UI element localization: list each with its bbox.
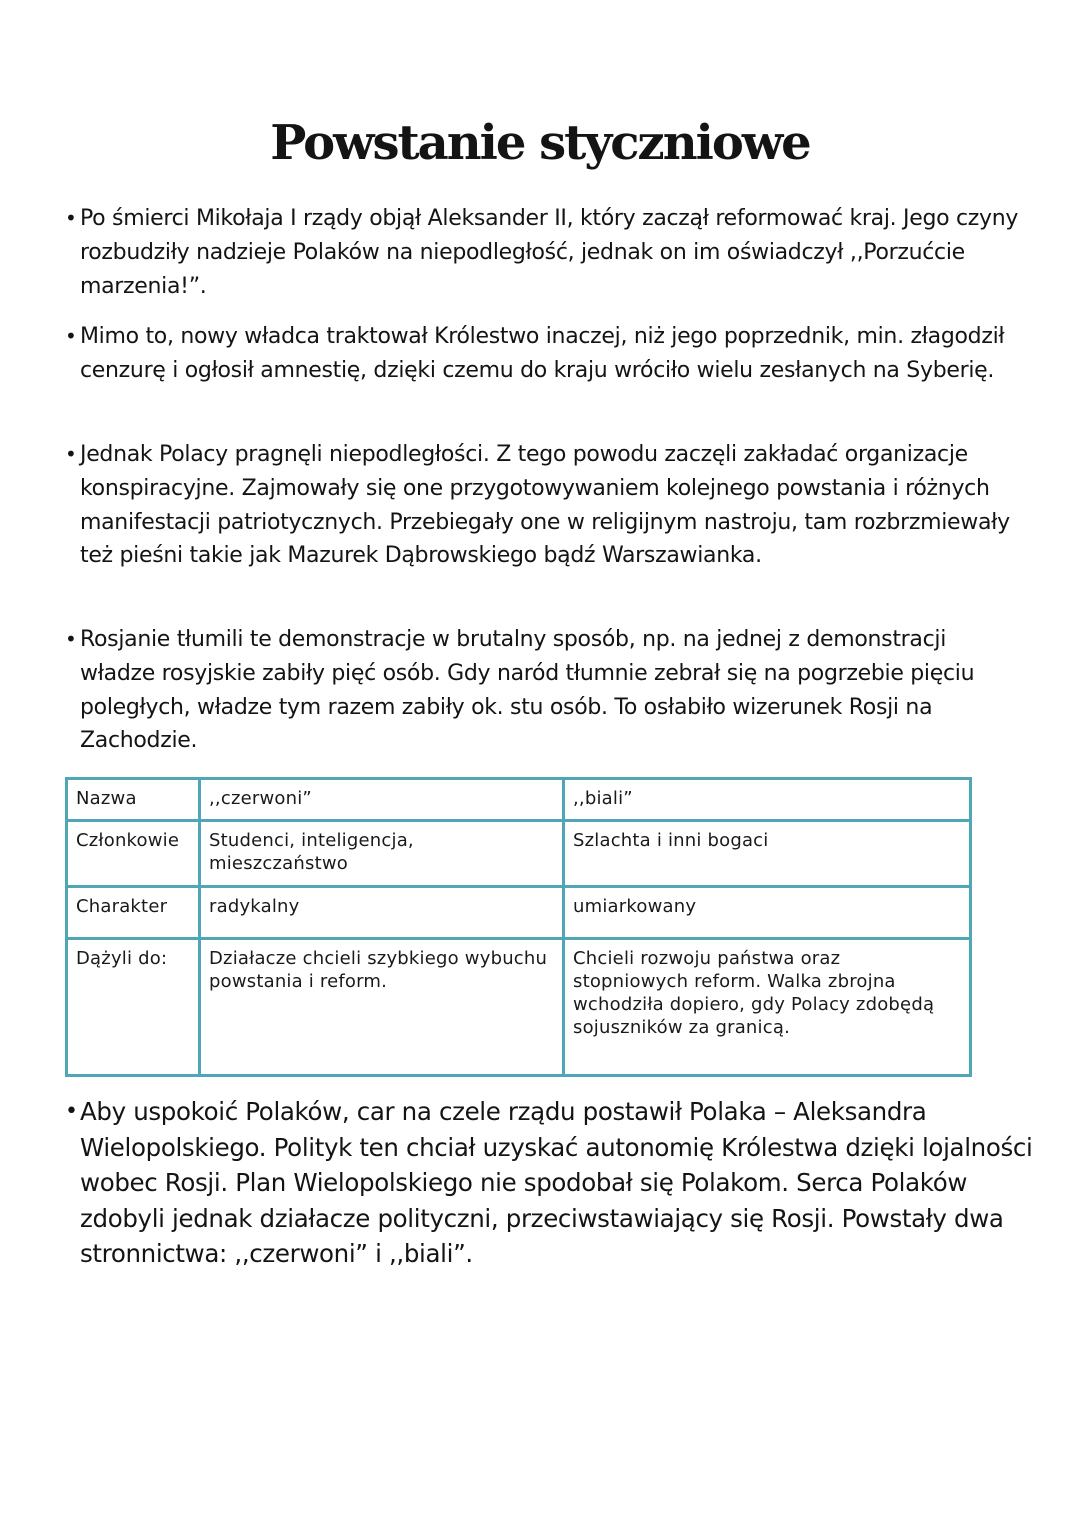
parties-comparison-table (65, 777, 972, 1077)
page-title: Powstanie styczniowe (270, 115, 810, 171)
bullet-paragraph (65, 320, 1025, 388)
bullet-paragraph (65, 623, 1025, 758)
table-cell: ,,biali” (564, 779, 971, 821)
table-cell: Charakter (67, 887, 200, 939)
table-cell: ,,czerwoni” (200, 779, 564, 821)
bullet-paragraph (65, 438, 1025, 573)
bullet-text: Jednak Polacy pragnęli niepodległości. Z tego powodu zaczęli zakładać organizacje konspiracyjne. Zajmowały się one przygotowywaniem kolejnego powstania i różnych manifestacji patriotycznych. Przebiegały one w religijnym nastroju, tam rozbrzmiewały też pieśni takie jak Mazurek Dąbrowskiego bądź Warszawianka. (80, 442, 1010, 569)
table-cell: Dążyli do: (67, 939, 200, 1076)
bullet-dot-icon: • (65, 627, 77, 651)
bullet-text: Mimo to, nowy władca traktował Królestwo inaczej, niż jego poprzednik, min. złagodził cenzurę i ogłosił amnestię, dzięki czemu do kraju wróciło wielu zesłanych na Syberię. (80, 324, 1005, 383)
table-cell: Członkowie (67, 821, 200, 887)
table-row (67, 821, 971, 887)
table-cell: Działacze chcieli szybkiego wybuchu powstania i reform. (200, 939, 564, 1076)
table-cell: Studenci, inteligencja, mieszczaństwo (200, 821, 564, 887)
bullet-text: Po śmierci Mikołaja I rządy objął Aleksander II, który zaczął reformować kraj. Jego czyny rozbudziły nadzieje Polaków na niepodległość, jednak on im oświadczył ,,Porzućcie marzenia!”. (80, 206, 1019, 299)
table-cell: Szlachta i inni bogaci (564, 821, 971, 887)
table-row (67, 887, 971, 939)
bullet-dot-icon: • (65, 324, 77, 348)
bullet-text: Aby uspokoić Polaków, car na czele rządu postawił Polaka – Aleksandra Wielopolskiego. Polityk ten chciał uzyskać autonomię Królestwa dzięki lojalności wobec Rosji. Plan Wielopolskiego nie spodobał się Polakom. Serca Polaków zdobyli jednak działacze polityczni, przeciwstawiający się Rosji. Powstały dwa stronnictwa: ,,czerwoni” i ,,biali”. (80, 1097, 1033, 1268)
bullet-dot-icon: • (65, 1099, 78, 1124)
bullet-paragraph (65, 202, 1025, 303)
table-cell: Chcieli rozwoju państwa oraz stopniowych reform. Walka zbrojna wchodziła dopiero, gdy Polacy zdobędą sojuszników za granicą. (564, 939, 971, 1076)
table-cell: radykalny (200, 887, 564, 939)
table-row (67, 939, 971, 1076)
bullet-paragraph (65, 1094, 1040, 1272)
table-row (67, 779, 971, 821)
bullet-dot-icon: • (65, 206, 77, 230)
table-cell: umiarkowany (564, 887, 971, 939)
bullet-dot-icon: • (65, 442, 77, 466)
bullet-text: Rosjanie tłumili te demonstracje w brutalny sposób, np. na jednej z demonstracji władze rosyjskie zabiły pięć osób. Gdy naród tłumnie zebrał się na pogrzebie pięciu poległych, władze tym razem zabiły ok. stu osób. To osłabiło wizerunek Rosji na Zachodzie. (80, 627, 975, 754)
table-cell: Nazwa (67, 779, 200, 821)
